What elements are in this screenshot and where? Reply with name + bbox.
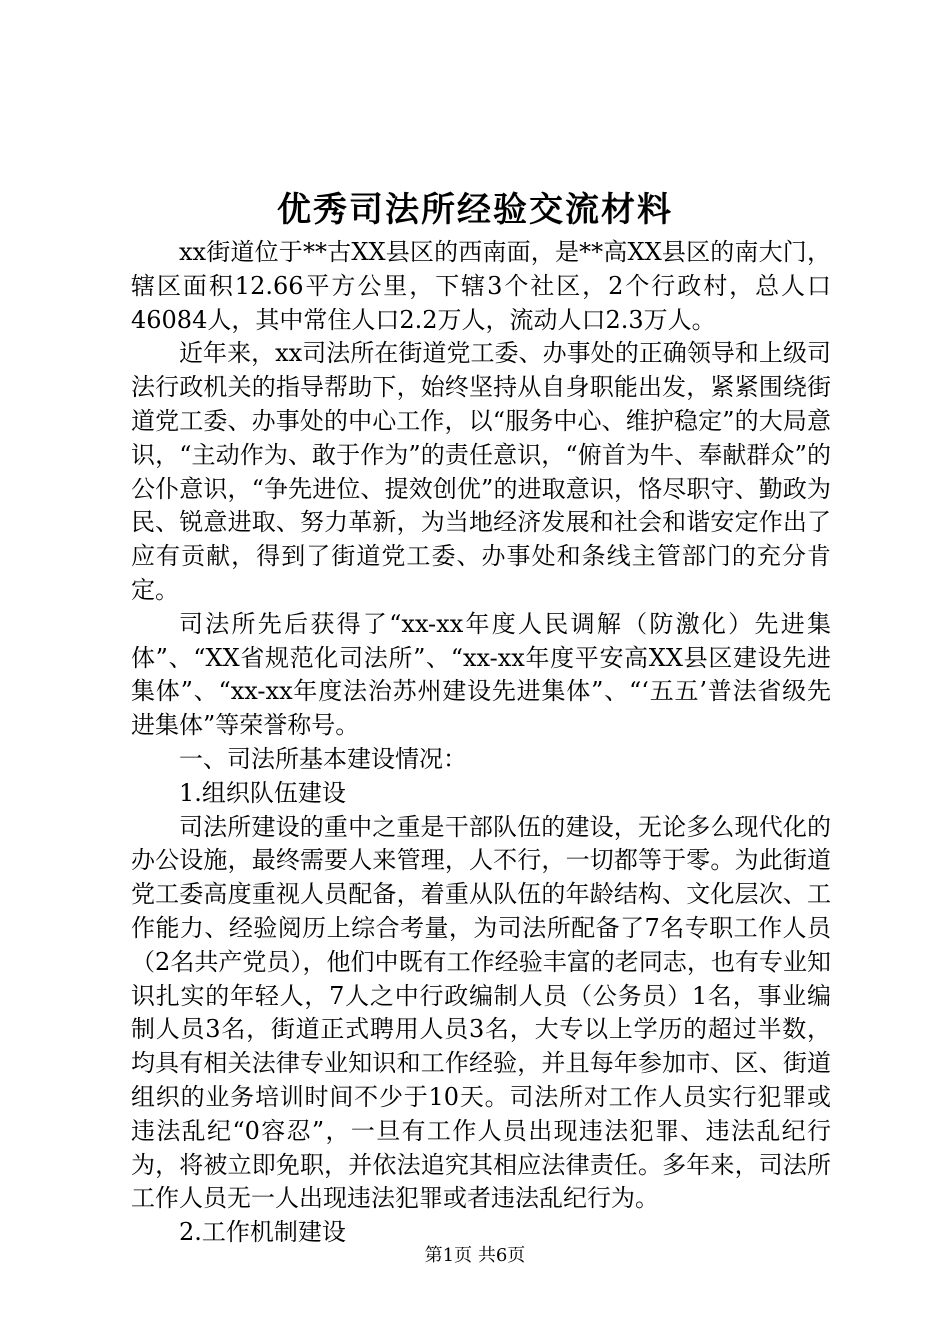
subsection-heading-mechanism-building: 2.工作机制建设: [179, 1218, 346, 1247]
paragraph-recent-years: 近年来，xx司法所在街道党工委、办事处的正确领导和上级司法行政机关的指导帮助下，始终坚持从自身职能出发，紧紧围绕街道党工委、办事处的中心工作，以“服务中心、维护稳定”的大局意识，“主动作为、敢于作为”的责任意识，“俯首为牛、奉献群众”的公仆意识，“争先进位、提效创优”的进取意识，恪尽职守、勤政为民、锐意进取、努力革新，为当地经济发展和社会和谐安定作出了应有贡献，得到了街道党工委、办事处和条线主管部门的充分肯定。: [131, 339, 831, 604]
document-body: [131, 236, 831, 1250]
subsection-heading-team-building: 1.组织队伍建设: [179, 778, 346, 807]
paragraph-honors: 司法所先后获得了“xx-xx年度人民调解（防激化）先进集体”、“XX省规范化司法所”、“xx-xx年度平安高XX县区建设先进集体”、“xx-xx年度法治苏州建设先进集体”、“‘五五’普法省级先进集体”等荣誉称号。: [131, 609, 831, 740]
paragraph-intro: xx街道位于**古XX县区的西南面，是**高XX县区的南大门，辖区面积12.66平方公里，下辖3个社区，2个行政村，总人口46084人，其中常住人口2.2万人，流动人口2.3万人。: [131, 238, 831, 334]
document-title: 优秀司法所经验交流材料: [277, 190, 673, 230]
page-footer: 第1页 共6页: [424, 1245, 526, 1266]
paragraph-team-building: 司法所建设的重中之重是干部队伍的建设，无论多么现代化的办公设施，最终需要人来管理，人不行，一切都等于零。为此街道党工委高度重视人员配备，着重从队伍的年龄结构、文化层次、工作能力、经验阅历上综合考量，为司法所配备了7名专职工作人员（2名共产党员），他们中既有工作经验丰富的老同志，也有专业知识扎实的年轻人，7人之中行政编制人员（公务员）1名，事业编制人员3名，街道正式聘用人员3名，大专以上学历的超过半数，均具有相关法律专业知识和工作经验，并且每年参加市、区、街道组织的业务培训时间不少于10天。司法所对工作人员实行犯罪或违法乱纪“0容忍”，一旦有工作人员出现违法犯罪、违法乱纪行为，将被立即免职，并依法追究其相应法律责任。多年来，司法所工作人员无一人出现违法犯罪或者违法乱纪行为。: [131, 812, 831, 1213]
section-heading-basic-construction: 一、司法所基本建设情况：: [179, 744, 467, 773]
